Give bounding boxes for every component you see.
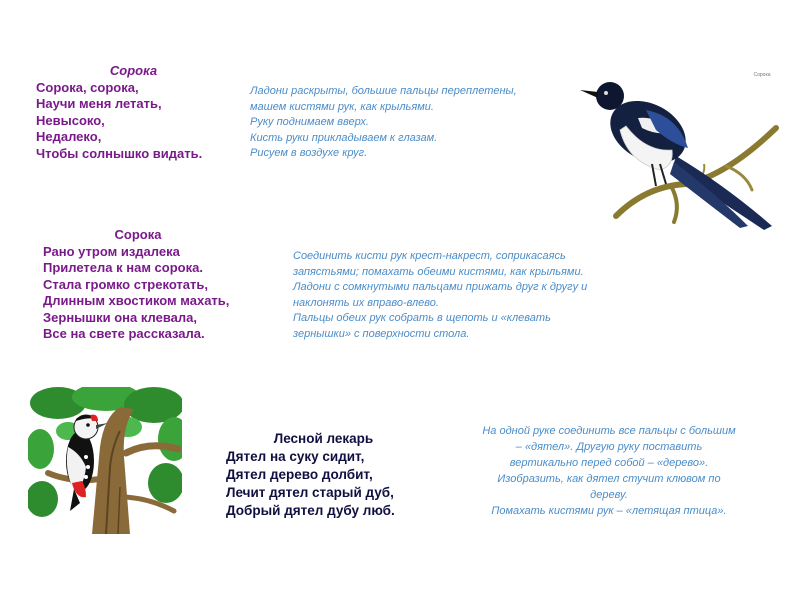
instruction-line: Ладони с сомкнутыми пальцами прижать друг к другу и — [293, 281, 588, 293]
poem-line: Невысоко, — [36, 112, 105, 128]
instruction-line: машем кистями рук, как крыльями. — [250, 100, 434, 113]
poem-line: Длинным хвостиком махать, — [43, 293, 230, 308]
poem-line: Добрый дятел дубу люб. — [226, 503, 395, 518]
poem-line: Лечит дятел старый дуб, — [226, 485, 394, 500]
woodpecker-image — [28, 387, 182, 534]
instruction-line: Пальцы обеих рук собрать в щепоть и «клевать — [293, 312, 551, 324]
poem-line: Прилетела к нам сорока. — [43, 260, 203, 275]
instruction-line: Рисуем в воздухе круг. — [250, 147, 368, 159]
poem-line: Дятел на суку сидит, — [226, 449, 365, 464]
poem-magpie-1 — [36, 63, 231, 162]
instruction-line: вертикально перед собой – «дерево». — [509, 457, 709, 469]
instruction-line: Руку поднимаем вверх. — [250, 116, 369, 128]
magpie-caption: Сорока — [753, 72, 771, 78]
poem-line: Дятел дерево долбит, — [226, 467, 373, 482]
instruction-line: Помахать кистями рук – «летящая птица». — [491, 505, 727, 517]
poem-line: Зернышки она клевала, — [43, 309, 197, 325]
poem-line: Недалеко, — [36, 129, 102, 144]
magpie-image — [576, 66, 782, 232]
instruction-line: Ладони раскрыты, большие пальцы переплетены, — [250, 85, 517, 97]
instructions-magpie-1 — [250, 84, 590, 162]
instruction-line: – «дятел». Другую руку поставить — [515, 441, 703, 453]
instruction-line: Кисть руки прикладываем к глазам. — [250, 131, 438, 144]
poem-line: Рано утром издалека — [43, 243, 180, 259]
poem-magpie-2 — [43, 227, 233, 343]
poem-woodpecker — [226, 430, 421, 520]
instruction-line: дереву. — [590, 489, 628, 501]
instruction-line: запястьями; помахать обеими кистями, как крыльями. — [293, 265, 584, 278]
instruction-line: зернышки» с поверхности стола. — [293, 327, 470, 340]
poem-line: Все на свете рассказала. — [43, 326, 205, 341]
poem-line: Сорока, сорока, — [36, 79, 139, 95]
woodpecker-illustration — [28, 387, 182, 534]
magpie-illustration — [576, 66, 782, 232]
poem-line: Научи меня летать, — [36, 96, 162, 111]
poem-title: Сорока — [109, 63, 158, 78]
instruction-line: наклонять их вправо-влево. — [293, 296, 439, 309]
instruction-line: Соединить кисти рук крест-накрест, соприкасаясь — [293, 250, 566, 262]
poem-line: Чтобы солнышко видать. — [36, 145, 203, 161]
poem-line: Стала громко стрекотать, — [43, 276, 209, 292]
instruction-line: На одной руке соединить все пальцы с большим — [482, 425, 736, 437]
poem-title: Сорока — [114, 227, 162, 242]
instruction-line: Изобразить, как дятел стучит клювом по — [497, 473, 721, 485]
poem-title: Лесной лекарь — [273, 431, 374, 446]
instructions-woodpecker — [450, 423, 768, 519]
instructions-magpie-2 — [293, 249, 673, 342]
